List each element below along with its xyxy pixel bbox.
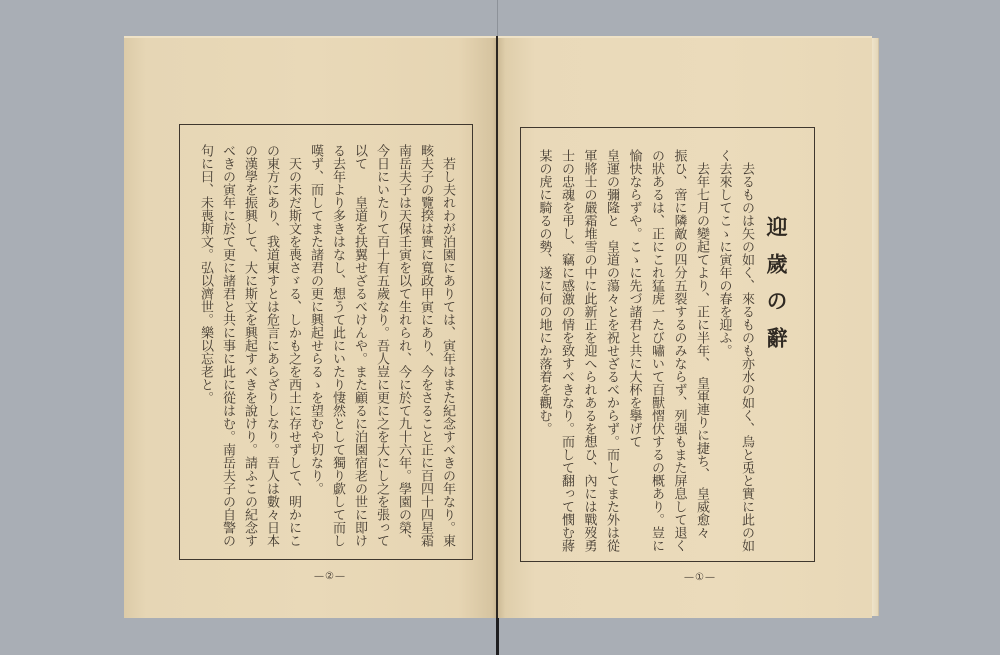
- text-column: べきの寅年に於て更に諸君と共に事に此に從はむ。南岳夫子の自警の: [220, 144, 235, 547]
- text-column: 去年七月の變起てより、正に半年、 皇軍連りに捷ち、 皇威愈々: [694, 149, 709, 539]
- text-column: 某の虎に騎るの勢、遂に何の地にか落着を觀む。: [536, 149, 552, 435]
- text-column: 今日にいたりて百十有五歲なり。吾人豈に更に之を大にし之を張って: [374, 144, 389, 547]
- text-column: 士の忠魂を弔し、竊に感激の情を致すべきなり。而して翻って憫む蔣: [559, 149, 574, 552]
- text-column: 嘆ず、而してまた諸君の更に興起せらるゝを望むや切なり。: [308, 144, 323, 495]
- text-column: 南岳夫子は天保壬寅を以て生れられ、今に於て九十六年。學園の榮、: [396, 144, 411, 547]
- text-column: 若し夫れわが泊園にありては、寅年はまた紀念すべきの年なり。東: [440, 144, 455, 547]
- left-page-number: —②—: [314, 571, 346, 582]
- text-column: の狀あるは、正にこれ猛虎一たび嘯いて百獸慴伏するの概あり。豈に: [649, 149, 664, 552]
- text-column: く去來してこゝに寅年の春を迎ふ。: [716, 149, 732, 357]
- right-page-body-text: [532, 149, 757, 559]
- text-column: 振ひ、啻に隣敵の四分五裂するのみならず、列强もまた屏息して退く: [671, 149, 687, 552]
- page-stack-edge: [872, 38, 879, 616]
- text-column: 軍將士の嚴霜堆雪の中に此新正を迎へられあるを想ひ、內には戰歿勇: [581, 149, 597, 552]
- left-page: [124, 36, 496, 618]
- text-column: 句に曰、未喪斯文。弘以濟世。樂以忘老と。: [198, 144, 213, 404]
- text-column: 以て 皇道を扶翼せざるべけんや。また顧るに泊園宿老の世に即け: [352, 144, 367, 547]
- text-column: の東方にあり、我道東すとは危言にあらざりしなり。吾人は數々日本: [264, 144, 279, 547]
- open-book: [124, 36, 878, 618]
- text-column: 愉快ならずや。こゝに先づ諸君と共に大杯を擧げて: [626, 149, 642, 448]
- left-page-body-text: [194, 144, 458, 554]
- text-column: 畡夫子の覽揆は實に寬政甲寅にあり、今をさること正に百四十四星霜: [418, 144, 433, 547]
- text-column: 去るものは矢の如く、來るものも亦水の如く、烏と兎と實に此の如: [739, 149, 754, 552]
- right-page-text-frame: [520, 127, 815, 562]
- left-page-text-frame: [179, 124, 473, 560]
- essay-title: 迎歲の辭: [764, 216, 789, 364]
- text-column: の漢學を振興して、大に斯文を興起すべきを說けり。請ふこの紀念す: [242, 144, 257, 547]
- text-column: る去年より多きはなし、想うて此にいたり悽然として獨り歔して而し: [330, 144, 345, 547]
- right-page-number: —①—: [684, 572, 716, 583]
- text-column: 天の未だ斯文を喪さゞる、しかも之を西土に存せずして、明かにこ: [286, 144, 301, 547]
- text-column: 皇運の彌隆と 皇道の蕩々とを祝せざるべからず。而してまた外は從: [604, 149, 619, 552]
- right-page: [498, 36, 872, 618]
- background-seam-top: [497, 0, 498, 40]
